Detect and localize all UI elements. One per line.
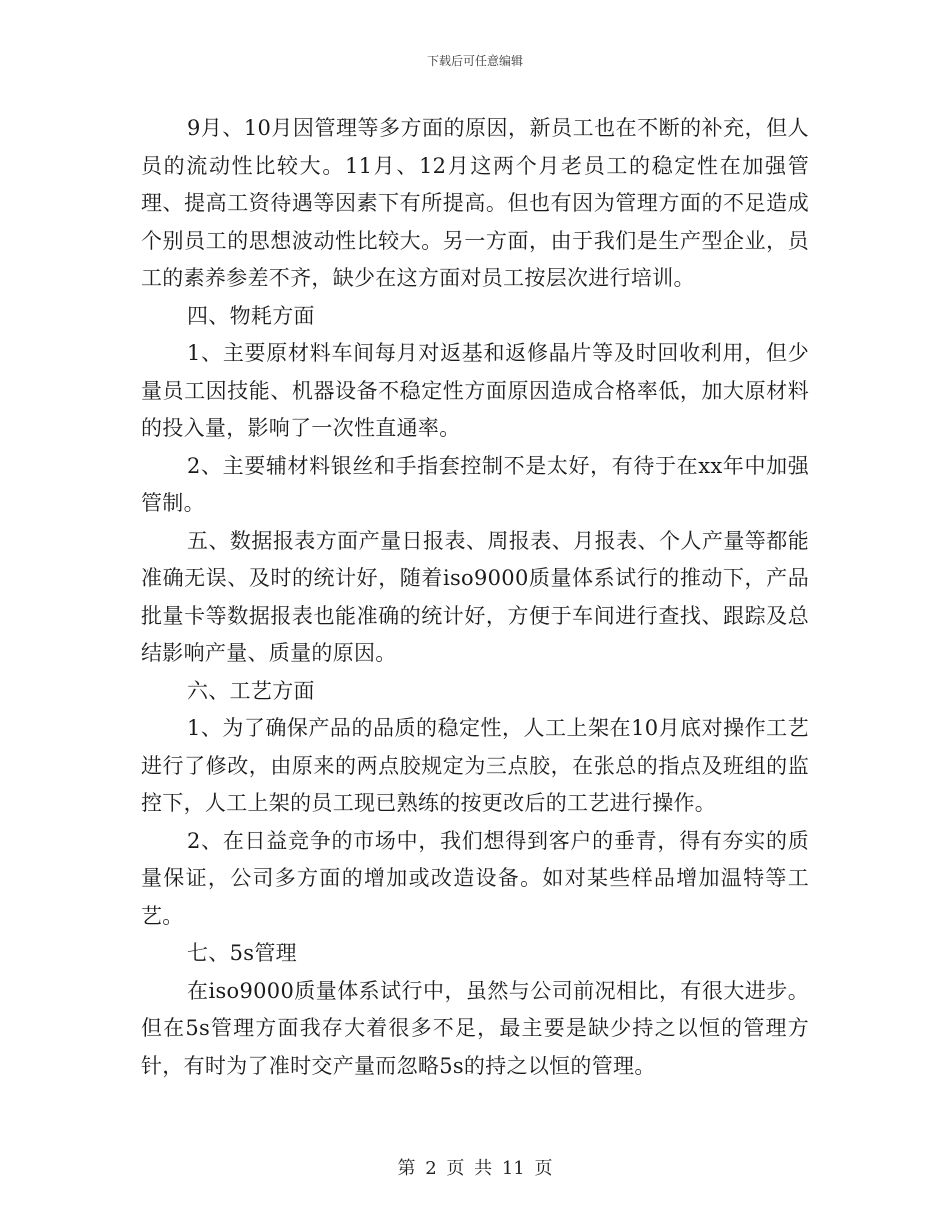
page-header: 下载后可任意编辑	[426, 54, 523, 68]
paragraph-data-reports: 五、数据报表方面产量日报表、周报表、月报表、个人产量等都能准确无误、及时的统计好，随着iso9000质量体系试行的推动下，产品批量卡等数据报表也能准确的统计好，方便于车间进行查找、跟踪及总结影响产量、质量的原因。	[141, 528, 809, 665]
paragraph-materials-1: 1、主要原材料车间每月对返基和返修晶片等及时回收利用，但少量员工因技能、机器设备不稳定性方面原因造成合格率低，加大原材料的投入量，影响了一次性直通率。	[141, 341, 809, 440]
page-footer: 第 2 页 共 11 页	[397, 1158, 553, 1179]
paragraph-5s: 在iso9000质量体系试行中，虽然与公司前况相比，有很大进步。但在5s管理方面我存大着很多不足，最主要是缺少持之以恒的管理方针，有时为了准时交产量而忽略5s的持之以恒的管理。	[141, 978, 809, 1078]
paragraph-staff-stability: 9月、10月因管理等多方面的原因，新员工也在不断的补充，但人员的流动性比较大。11月、12月这两个月老员工的稳定性在加强管理、提高工资待遇等因素下有所提高。但也有因为管理方面的不足造成个别员工的思想波动性比较大。另一方面，由于我们是生产型企业，员工的素养参差不齐，缺少在这方面对员工按层次进行培训。	[141, 116, 809, 290]
section-heading-process: 六、工艺方面	[187, 678, 315, 703]
paragraph-process-1: 1、为了确保产品的品质的稳定性，人工上架在10月底对操作工艺进行了修改，由原来的两点胶规定为三点胶，在张总的指点及班组的监控下，人工上架的员工现已熟练的按更改后的工艺进行操作。	[141, 716, 809, 815]
document-body	[141, 110, 809, 1085]
section-heading-materials: 四、物耗方面	[187, 303, 315, 328]
paragraph-materials-2: 2、主要辅材料银丝和手指套控制不是太好，有待于在xx年中加强管制。	[141, 453, 809, 515]
paragraph-process-2: 2、在日益竞争的市场中，我们想得到客户的垂青，得有夯实的质量保证，公司多方面的增加或改造设备。如对某些样品增加温特等工艺。	[141, 828, 809, 928]
section-heading-5s: 七、5s管理	[187, 941, 297, 965]
